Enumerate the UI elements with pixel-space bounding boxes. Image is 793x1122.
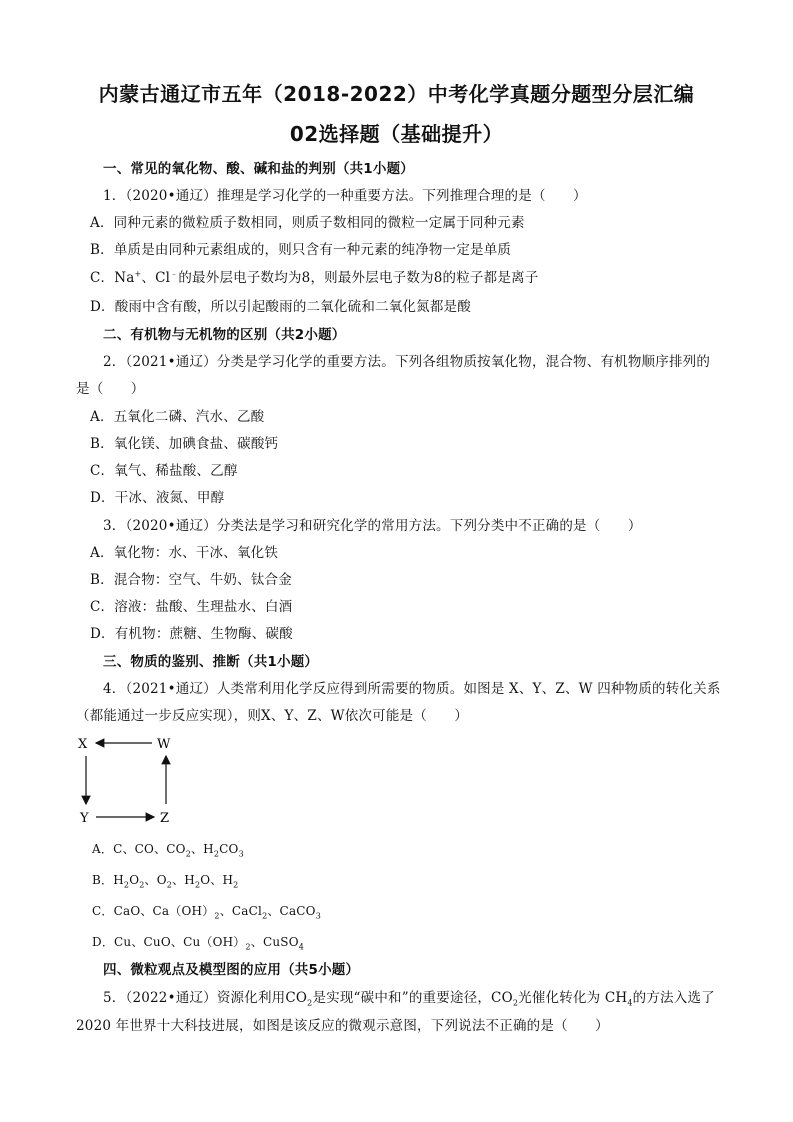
section-heading: 三、物质的鉴别、推断（共1小题） [103, 654, 319, 670]
q4-option-b: B．$H_2O_2$、$O_2$、$H_2O$、$H_2$ [92, 873, 239, 890]
node-w-label: W [157, 737, 171, 752]
q1-option-d: D．酸雨中含有酸，所以引起酸雨的二氧化硫和二氧化氮都是酸 [90, 299, 471, 315]
q4-option-a: A．C、CO、$CO_2$、$H_2CO_3$ [92, 842, 244, 859]
q1-option-c: C．Na+、Cl﹣的最外层电子数均为8，则最外层电子数为8的粒子都是离子 [90, 269, 539, 286]
question-2-stem: 2．（2021•通辽）分类是学习化学的重要方法。下列各组物质按氧化物，混合物、有机物顺序排列的 [103, 354, 711, 370]
question-3-stem: 3．（2020•通辽）分类法是学习和研究化学的常用方法。下列分类中不正确的是（ ） [103, 518, 642, 534]
q2-option-d: D．干冰、液氮、甲醇 [90, 490, 225, 506]
q2-option-b: B．氧化镁、加碘食盐、碳酸钙 [90, 436, 279, 452]
page-title: 内蒙古通辽市五年（2018-2022）中考化学真题分题型分层汇编 [98, 82, 695, 106]
q3-option-c: C．溶液：盐酸、生理盐水、白酒 [90, 599, 293, 615]
q3-option-d: D．有机物：蔗糖、生物酶、碳酸 [90, 626, 293, 642]
q1-option-a: A．同种元素的微粒质子数相同，则质子数相同的微粒一定属于同种元素 [90, 215, 525, 231]
q4-option-c: C．CaO、$Ca(OH)_2$、CaCl$_2$、CaCO$_3$ [92, 904, 322, 921]
question-4-stem: 4．（2021•通辽）人类常利用化学反应得到所需要的物质。如图是 X、Y、Z、W 四种物质的转化关系 [103, 681, 721, 697]
question-1-stem: 1．（2020•通辽）推理是学习化学的一种重要方法。下列推理合理的是（ ） [103, 188, 587, 204]
node-y-label: Y [80, 811, 89, 826]
q2-option-a: A．五氧化二磷、汽水、乙酸 [90, 409, 265, 425]
section-heading: 二、有机物与无机物的区别（共2小题） [103, 327, 346, 343]
question-4-stem-cont: （都能通过一步反应实现），则X、Y、Z、W依次可能是（ ） [76, 708, 469, 724]
q2-option-c: C．氧气、稀盐酸、乙醇 [90, 463, 238, 479]
question-2-stem-cont: 是（ ） [76, 381, 145, 397]
transformation-diagram-svg [70, 732, 200, 832]
node-z-label: Z [160, 811, 170, 826]
q1-option-b: B．单质是由同种元素组成的，则只含有一种元素的纯净物一定是单质 [90, 242, 512, 258]
q4-option-d: D．Cu、CuO、$Cu(OH)_2$、CuSO$_4$ [92, 935, 305, 952]
q3-option-a: A．氧化物：水、干冰、氧化铁 [90, 545, 279, 561]
page-subtitle: 02选择题（基础提升） [289, 122, 504, 146]
question-5-stem-cont: 2020 年世界十大科技进展，如图是该反应的微观示意图，下列说法不正确的是（ ） [76, 1018, 609, 1034]
question-5-stem: 5．（2022•通辽）资源化利用$CO_2$是实现“碳中和”的重要途径，$CO_2$光催化转化为 $CH_4$的方法入选了 [103, 990, 715, 1008]
q3-option-b: B．混合物：空气、牛奶、钛合金 [90, 572, 292, 588]
transformation-diagram [70, 732, 200, 832]
section-heading: 四、微粒观点及模型图的应用（共5小题） [103, 962, 360, 978]
node-x-label: X [78, 737, 88, 752]
section-heading: 一、常见的氧化物、酸、碱和盐的判别（共1小题） [103, 161, 414, 177]
